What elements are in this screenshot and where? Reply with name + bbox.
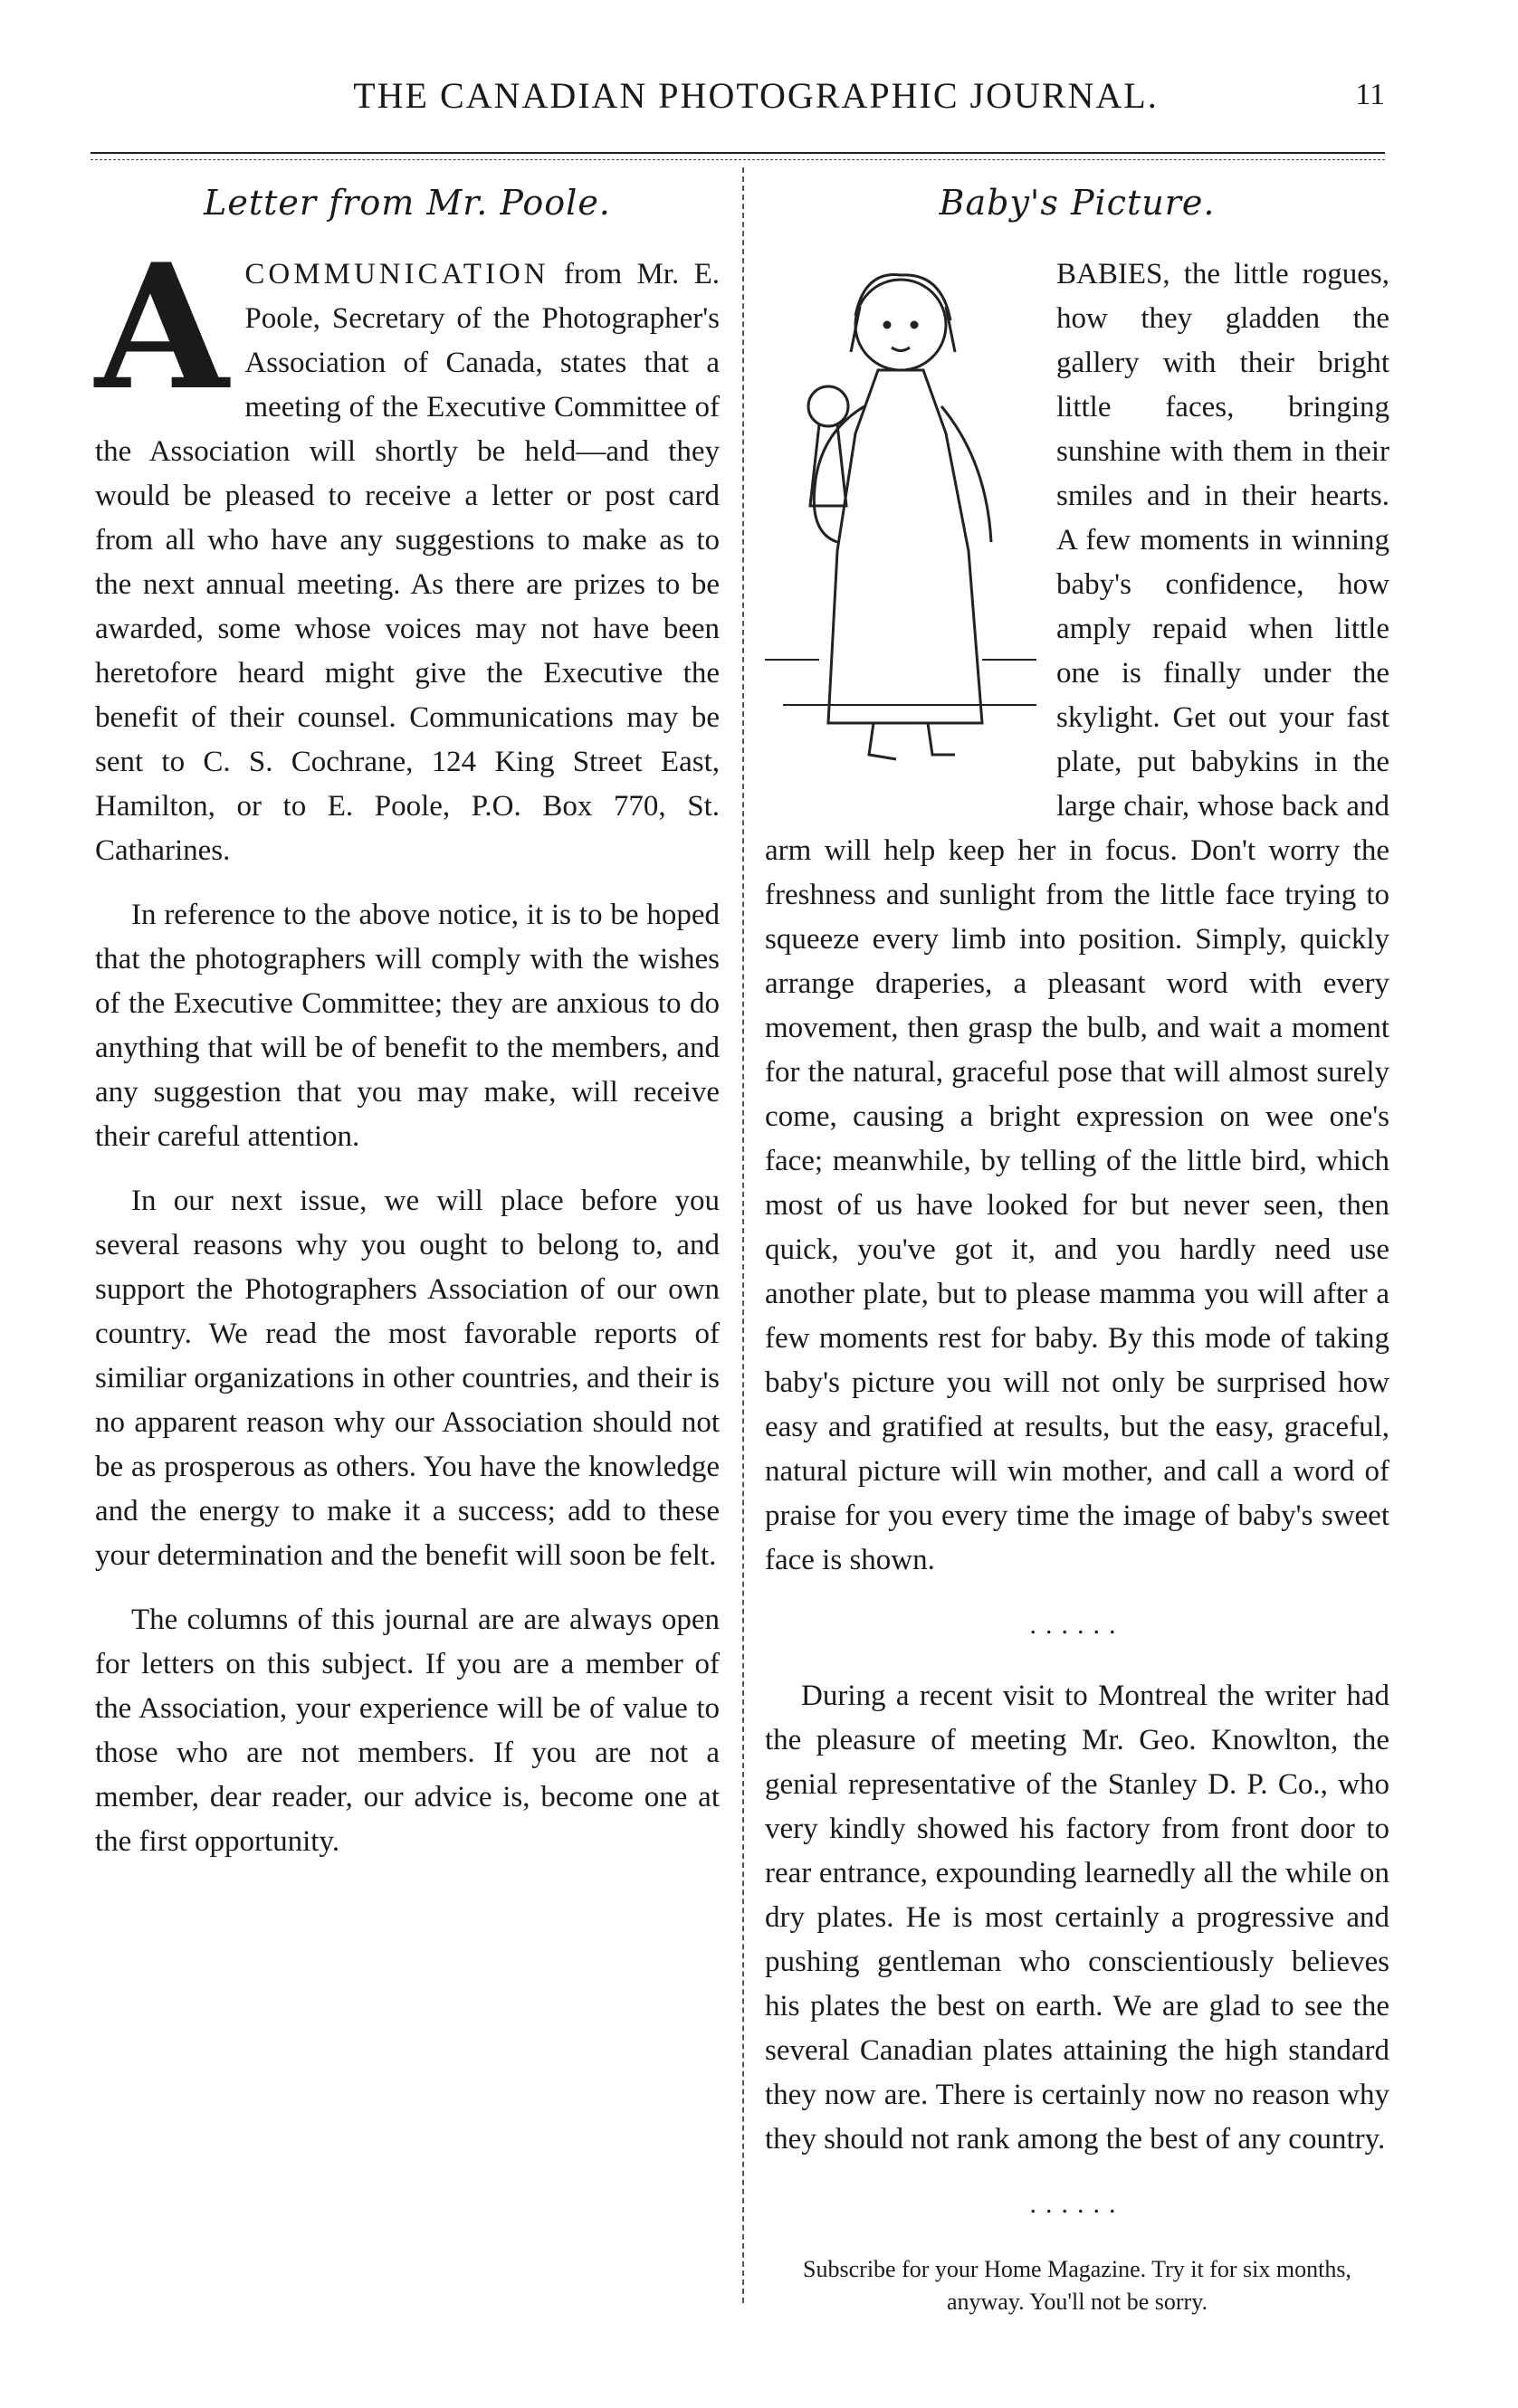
- section-separator-2: ......: [1029, 2189, 1125, 2219]
- letter-paragraph-1: [95, 226, 720, 873]
- letter-heading: Letter from Mr. Poole.: [204, 183, 611, 223]
- letter-paragraph-1-text: from Mr. E. Poole, Secretary of the Photographer's Association of Canada, states that a meeting of the Executive Committee of the Association will shortly be held—and they would be pleased to receive a letter or post card from all who have any suggestions to make as to the next annual meeting. As there are prizes to be awarded, some whose voices may not have been heretofore heard might give the Executive the benefit of their counsel. Communications may be sent to C. S. Cochrane, 124 King Street East, Hamilton, or to E. Poole, P.O. Box 770, St. Catharines.: [95, 258, 720, 867]
- header-rule: [91, 152, 1385, 154]
- subscribe-notice: Subscribe for your Home Magazine. Try it for six months, anyway. You'll not be sorry.: [803, 2256, 1351, 2315]
- column-divider: [742, 167, 744, 2303]
- girl-holding-doll-illustration-icon: [765, 252, 1036, 795]
- letter-paragraph-3: In our next issue, we will place before you several reasons why you ought to belong to, and support the Photographers Association of our own country. We read the most favorable reports of similiar organizations in other countries, and their is no apparent reason why our Association should not be as prosperous as others. You have the knowledge and the energy to make it a success; add to these your determination and the benefit will soon be felt.: [95, 1185, 720, 1572]
- journal-title: THE CANADIAN PHOTOGRAPHIC JOURNAL.: [353, 75, 1159, 116]
- page-number: 11: [1355, 78, 1385, 111]
- drop-cap: A: [95, 226, 229, 428]
- baby-picture-heading: Baby's Picture.: [939, 183, 1216, 223]
- letter-paragraph-4: The columns of this journal are are always open for letters on this subject. If you are a member of the Association, your experience will be of value to those who are not members. If you are not a member, dear reader, our advice is, become one at the first opportunity.: [95, 1604, 720, 1858]
- left-column: [95, 181, 720, 1884]
- lead-word: COMMUNICATION: [244, 258, 549, 290]
- header-rule-dashed: [91, 159, 1385, 160]
- section-separator-1: ......: [1029, 1610, 1125, 1640]
- montreal-visit-paragraph: During a recent visit to Montreal the writer had the pleasure of meeting Mr. Geo. Knowlton, the genial representative of the Stanley D. P. Co., who very kindly showed his factory from front door to rear entrance, expounding learnedly all the while on dry plates. He is most certainly a progressive and pushing gentleman who conscientiously believes his plates the best on earth. We are glad to see the several Canadian plates attaining the high standard they now are. There is certainly now no reason why they should not rank among the best of any country.: [765, 1680, 1389, 2156]
- page-header: [91, 74, 1385, 128]
- baby-picture-paragraph: BABIES, the little rogues, how they gladden the gallery with their bright little faces, bringing sunshine with them in their smiles and in their hearts. A few moments in winning baby's confidence, how amply repaid when little one is finally under the skylight. Get out your fast plate, put babykins in the large chair, whose back and arm will help keep her in focus. Don't worry the freshness and sunlight from the little face trying to squeeze every limb into position. Simply, quickly arrange draperies, a pleasant word with every movement, then grasp the bulb, and wait a moment for the natural, graceful pose that will almost surely come, causing a bright expression on wee one's face; meanwhile, by telling of the little bird, which most of us have looked for but never seen, then quick, you've got it, and you hardly need use another plate, but to please mamma you will after a few moments rest for baby. By this mode of taking baby's picture you will not only be surprised how easy and gratified at results, but the easy, graceful, natural picture will win mother, and call a word of praise for you every time the image of baby's sweet face is shown.: [765, 258, 1389, 1576]
- right-column: [765, 181, 1389, 2338]
- letter-paragraph-2: In reference to the above notice, it is to be hoped that the photographers will comply with the wishes of the Executive Committee; they are anxious to do anything that will be of benefit to the members, and any suggestion that you may make, will receive their careful attention.: [95, 899, 720, 1153]
